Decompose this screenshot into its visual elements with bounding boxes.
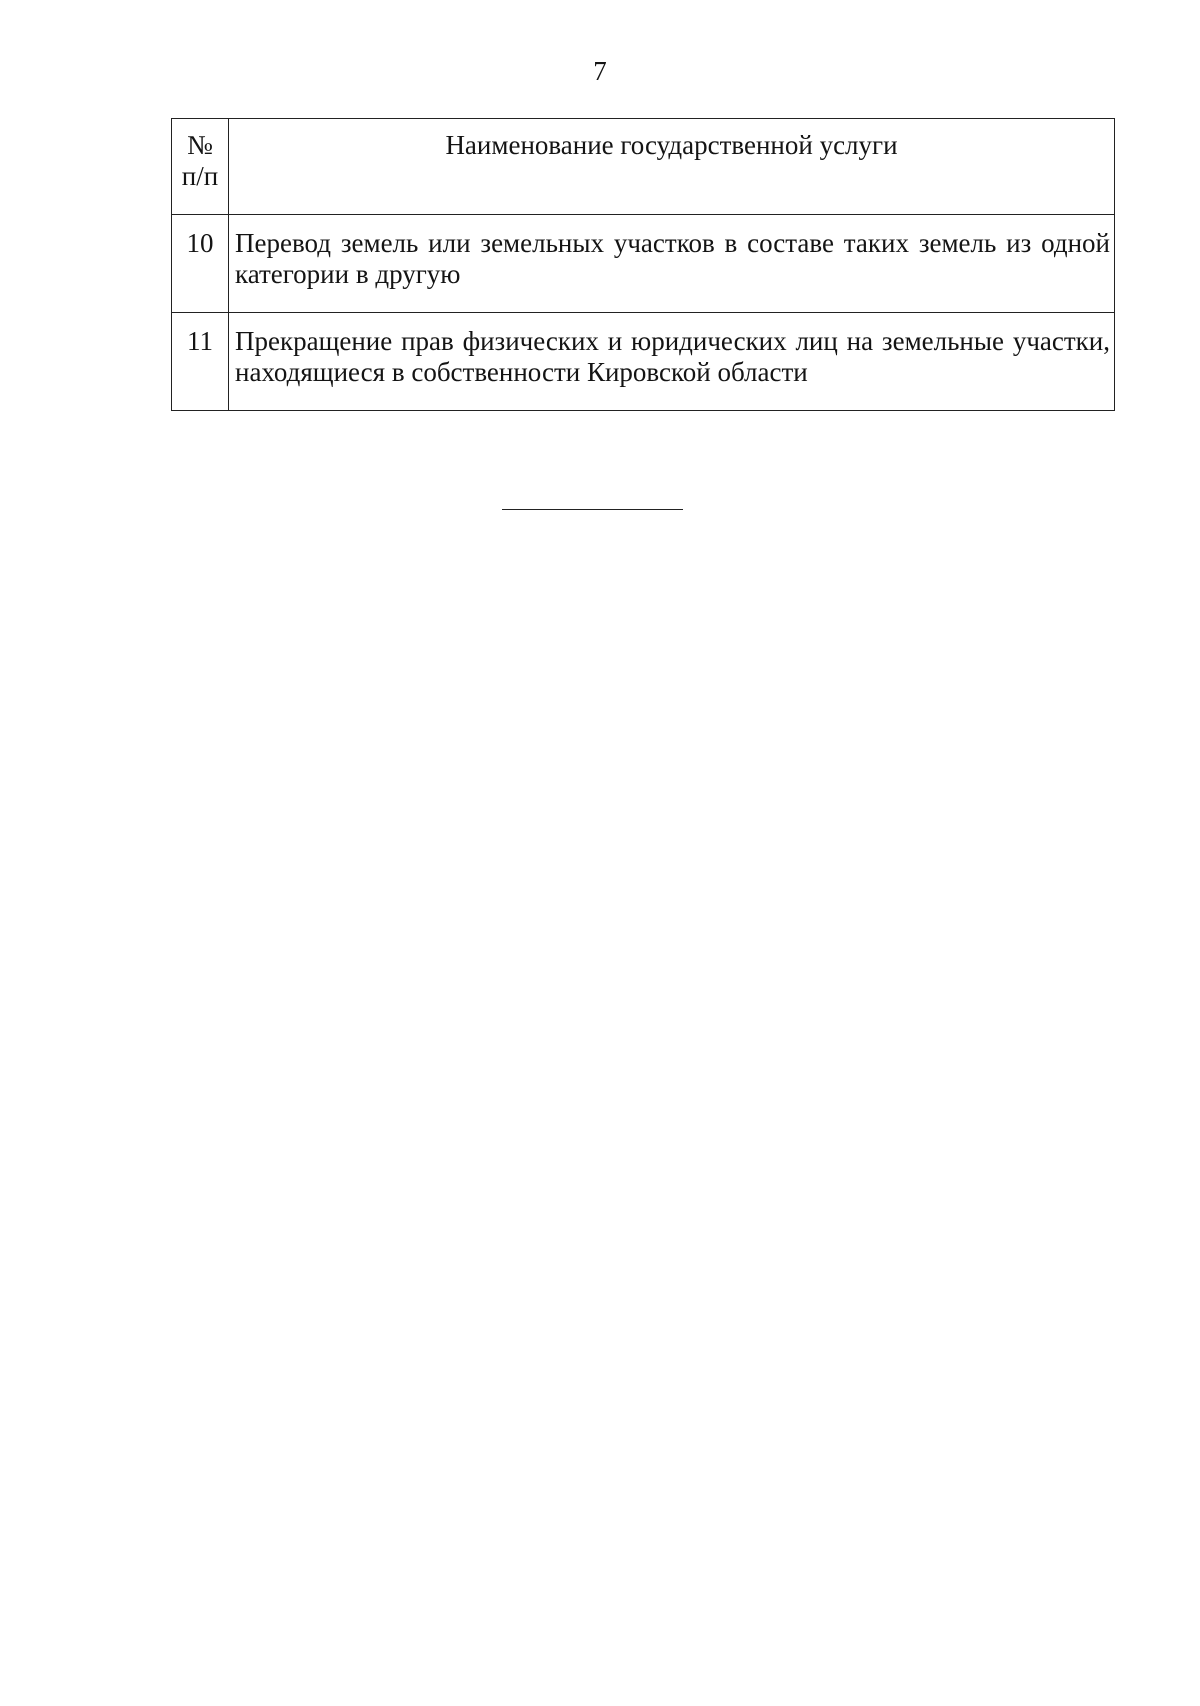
row-number: 10 (172, 215, 229, 313)
row-service-name: Перевод земель или земельных участков в составе таких земель из одной категории в другую (229, 215, 1115, 313)
table-row (172, 313, 1115, 411)
header-number-cell (172, 119, 229, 215)
services-table (171, 118, 1115, 411)
header-number-abbrev: п/п (181, 161, 219, 191)
row-number: 11 (172, 313, 229, 411)
table-header-row (172, 119, 1115, 215)
page-number: 7 (593, 56, 607, 86)
row-service-name: Прекращение прав физических и юридических лиц на земельные участки, находящиеся в собственности Кировской области (229, 313, 1115, 411)
table-row (172, 215, 1115, 313)
header-number-sign: № (187, 130, 213, 160)
header-service-name: Наименование государственной услуги (229, 119, 1115, 215)
end-of-document-rule (502, 509, 683, 510)
